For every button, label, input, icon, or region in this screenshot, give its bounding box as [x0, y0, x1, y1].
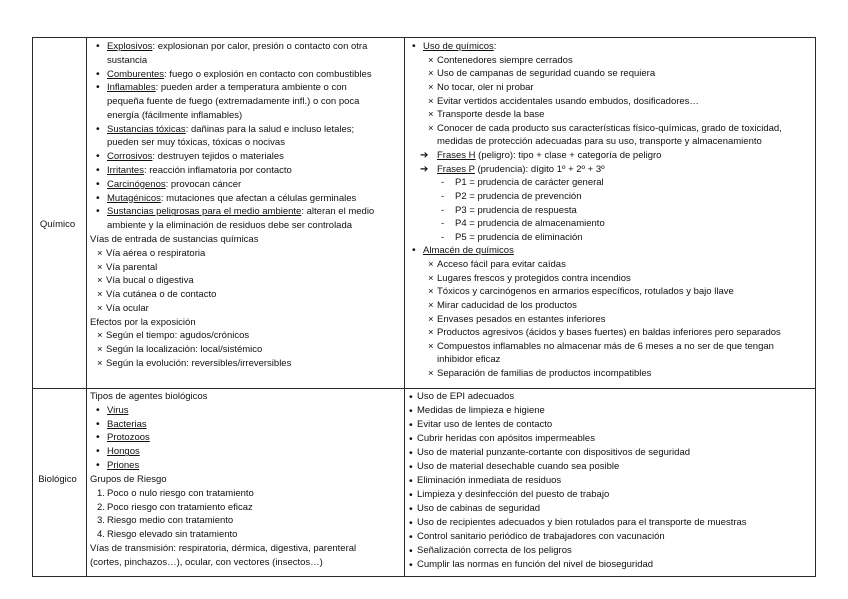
underlined-term: Sustancias tóxicas: [107, 123, 186, 135]
underlined-term: Protozoos: [107, 432, 150, 444]
item-text: Uso de material punzante-cortante con dispositivos de seguridad: [417, 447, 691, 458]
list-item: [90, 205, 404, 233]
bullet-icon: [409, 432, 413, 447]
item-text: Evitar uso de lentes de contacto: [417, 419, 553, 430]
item-content: [417, 432, 815, 446]
item-content: [107, 178, 404, 192]
item-content: [437, 54, 815, 68]
list-item: [90, 164, 404, 178]
item-text: Uso de campanas de seguridad cuando se requiera: [437, 68, 656, 80]
row-label-cell: [33, 38, 87, 388]
list-item: [90, 247, 404, 261]
item-text: Vía aérea o respiratoria: [106, 247, 206, 259]
item-text: No tocar, oler ni probar: [437, 81, 534, 93]
item-text: Medidas de limpieza e higiene: [417, 405, 545, 416]
cross-icon: [428, 122, 434, 136]
list-item: [90, 487, 404, 501]
bullet-icon: [409, 516, 413, 531]
item-content: [417, 404, 815, 418]
list-number: 1.: [97, 487, 105, 499]
bullet-icon: [96, 40, 100, 54]
item-content: [437, 108, 815, 122]
item-content: [437, 272, 815, 286]
row-label: Biológico: [38, 473, 77, 485]
list-item: [408, 460, 815, 474]
cross-icon: [428, 340, 434, 354]
cross-icon: [428, 367, 434, 381]
item-text: Poco o nulo riesgo con tratamiento: [107, 487, 254, 499]
item-text: Contenedores siempre cerrados: [437, 54, 573, 66]
list-item: [90, 390, 404, 404]
dash-icon: [441, 217, 444, 231]
item-content: [455, 204, 815, 218]
underlined-term: Mutagénicos: [107, 192, 161, 204]
arrow-icon: [420, 149, 428, 163]
item-content: [90, 233, 404, 247]
bullet-icon: [96, 404, 100, 418]
item-content: [106, 302, 404, 316]
item-content: [106, 343, 404, 357]
cross-icon: [428, 108, 434, 122]
item-content: [106, 357, 404, 371]
underlined-term: Bacterias: [107, 418, 147, 430]
item-content: [437, 299, 815, 313]
list-item: [408, 67, 815, 81]
item-text: Uso de cabinas de seguridad: [417, 503, 541, 514]
item-text: Según la evolución: reversibles/irreversibles: [106, 357, 292, 369]
list-item: [408, 516, 815, 530]
item-content: [437, 149, 815, 163]
underlined-term: Irritantes: [107, 165, 144, 177]
item-content: [455, 231, 815, 245]
bullet-icon: [96, 459, 100, 473]
row-label-cell: [33, 389, 87, 576]
item-content: [423, 40, 815, 54]
underlined-term: Priones: [107, 460, 140, 472]
table-row-quimico: [33, 38, 815, 389]
list-item: [90, 473, 404, 487]
list-item: [90, 316, 404, 330]
list-item: [408, 163, 815, 177]
underlined-term: Comburentes: [107, 68, 165, 80]
list-item: [408, 502, 815, 516]
bullet-icon: [96, 205, 100, 219]
measures-cell: [405, 389, 815, 576]
item-content: [417, 390, 815, 404]
list-item: [408, 108, 815, 122]
cross-icon: [97, 261, 103, 275]
item-content: [417, 446, 815, 460]
item-text: Compuestos inflamables no almacenar más de 6 meses a no ser de que tengan inhibidor eficaz: [437, 340, 774, 366]
item-text: : provocan cáncer: [165, 178, 242, 190]
item-content: [455, 217, 815, 231]
item-content: [437, 367, 815, 381]
list-number: 2.: [97, 501, 105, 513]
item-text: Vía ocular: [106, 302, 149, 314]
item-text: Cubrir heridas con apósitos impermeables: [417, 433, 595, 444]
underlined-term: Explosivos: [107, 41, 153, 52]
item-content: [417, 544, 815, 558]
risk-table: [32, 37, 816, 577]
bullet-icon: [96, 68, 100, 82]
list-item: [90, 542, 404, 570]
list-item: [408, 285, 815, 299]
bullet-icon: [409, 502, 413, 517]
underlined-term: Sustancias peligrosas para el medio ambiente: [107, 206, 302, 218]
dash-icon: [441, 176, 444, 190]
item-content: [437, 313, 815, 327]
underlined-term: Frases P: [437, 163, 475, 175]
item-text: Vías de transmisión: respiratoria, dérmica, digestiva, parenteral (cortes, pinchazos…), ocular, con vectores (insectos…): [90, 543, 357, 568]
list-item: [408, 149, 815, 163]
item-content: [417, 530, 815, 544]
list-item: [408, 217, 815, 231]
item-text: : pueden arder a temperatura ambiente o con pequeña fuente de fuego (extremadamente infl.) o con poca energía (fácilmente inflamables): [107, 82, 360, 121]
list-item: [90, 288, 404, 302]
item-content: [437, 258, 815, 272]
list-item: [408, 404, 815, 418]
item-text: (prudencia): dígito 1º + 2º + 3º: [474, 163, 605, 175]
item-text: Mirar caducidad de los productos: [437, 299, 577, 311]
list-item: [408, 340, 815, 367]
list-item: [408, 446, 815, 460]
bullet-icon: [96, 418, 100, 432]
bullet-icon: [412, 40, 416, 54]
list-item: [408, 95, 815, 109]
item-content: [106, 274, 404, 288]
list-item: [408, 204, 815, 218]
list-item: [408, 367, 815, 381]
item-content: [417, 558, 815, 572]
list-item: [408, 81, 815, 95]
list-item: [408, 231, 815, 245]
item-content: [417, 502, 815, 516]
cross-icon: [428, 299, 434, 313]
list-item: [408, 190, 815, 204]
item-content: [437, 285, 815, 299]
item-content: [437, 326, 815, 340]
item-text: Vías de entrada de sustancias químicas: [90, 233, 259, 245]
item-content: [107, 528, 404, 542]
item-content: [106, 288, 404, 302]
item-content: [455, 190, 815, 204]
list-item: [408, 326, 815, 340]
list-item: [408, 244, 815, 258]
item-text: : reacción inflamatoria por contacto: [143, 165, 292, 177]
item-text: Acceso fácil para evitar caídas: [437, 259, 566, 270]
item-content: [417, 488, 815, 502]
item-text: Transporte desde la base: [437, 109, 545, 121]
item-content: [107, 501, 404, 515]
item-text: (peligro): tipo + clase + categoría de peligro: [475, 150, 662, 161]
item-text: Tóxicos y carcinógenos en armarios específicos, rotulados y bajo llave: [437, 286, 734, 298]
item-text: Efectos por la exposición: [90, 316, 196, 328]
list-item: [408, 418, 815, 432]
list-item: [90, 514, 404, 528]
item-text: Riesgo medio con tratamiento: [107, 515, 234, 527]
item-text: : dañinas para la salud e incluso letales; pueden ser muy tóxicas, tóxicas o nocivas: [107, 123, 355, 149]
dash-icon: [441, 204, 444, 218]
item-text: Grupos de Riesgo: [90, 473, 167, 485]
item-text: Poco riesgo con tratamiento eficaz: [107, 501, 253, 513]
cross-icon: [97, 302, 103, 316]
item-content: [106, 329, 404, 343]
cross-icon: [97, 247, 103, 261]
item-content: [107, 205, 404, 233]
bullet-icon: [96, 123, 100, 137]
list-item: [90, 81, 404, 122]
list-item: [90, 528, 404, 542]
bullet-icon: [409, 488, 413, 503]
item-text: Envases pesados en estantes inferiores: [437, 313, 606, 325]
list-item: [408, 488, 815, 502]
list-item: [408, 544, 815, 558]
cross-icon: [428, 81, 434, 95]
underlined-term: Virus: [107, 404, 129, 416]
list-item: [90, 150, 404, 164]
list-item: [90, 431, 404, 445]
underlined-term: Frases H: [437, 150, 476, 161]
dash-icon: [441, 231, 444, 245]
list-item: [90, 404, 404, 418]
item-content: [417, 460, 815, 474]
bullet-icon: [409, 544, 413, 559]
item-text: : destruyen tejidos o materiales: [152, 151, 284, 163]
item-text: Uso de recipientes adecuados y bien rotulados para el transporte de muestras: [417, 517, 747, 528]
cross-icon: [428, 313, 434, 327]
cross-icon: [97, 357, 103, 371]
item-content: [107, 445, 404, 459]
cross-icon: [428, 95, 434, 109]
list-item: [408, 176, 815, 190]
list-item: [408, 530, 815, 544]
item-text: P3 = prudencia de respuesta: [455, 204, 577, 216]
list-item: [90, 501, 404, 515]
list-item: [90, 233, 404, 247]
item-content: [437, 163, 815, 177]
item-text: Vía cutánea o de contacto: [106, 289, 217, 301]
list-item: [408, 432, 815, 446]
item-content: [107, 514, 404, 528]
item-text: Riesgo elevado sin tratamiento: [107, 529, 238, 541]
item-content: [107, 68, 404, 82]
bullet-icon: [409, 474, 413, 489]
list-item: [90, 261, 404, 275]
list-item: [90, 274, 404, 288]
item-text: Cumplir las normas en función del nivel de bioseguridad: [417, 559, 654, 570]
item-content: [417, 418, 815, 432]
item-content: [455, 176, 815, 190]
item-content: [423, 244, 815, 258]
agents-cell: [87, 38, 405, 388]
item-text: Vía parental: [106, 261, 158, 273]
underlined-term: Inflamables: [107, 82, 156, 94]
bullet-icon: [96, 164, 100, 178]
item-text: Productos agresivos (ácidos y bases fuertes) en baldas inferiores pero separados: [437, 327, 781, 339]
list-item: [408, 272, 815, 286]
list-item: [90, 68, 404, 82]
bullet-icon: [96, 178, 100, 192]
item-content: [107, 431, 404, 445]
list-item: [90, 329, 404, 343]
cross-icon: [428, 67, 434, 81]
item-content: [107, 418, 404, 432]
list-item: [90, 123, 404, 151]
list-item: [90, 178, 404, 192]
cross-icon: [428, 258, 434, 272]
bullet-icon: [96, 192, 100, 206]
underlined-term: Almacén de químicos: [423, 245, 514, 257]
item-content: [107, 40, 404, 68]
cross-icon: [428, 272, 434, 286]
item-text: : explosionan por calor, presión o contacto con otra sustancia: [107, 41, 368, 66]
item-text: Limpieza y desinfección del puesto de trabajo: [417, 489, 610, 500]
list-item: [90, 445, 404, 459]
list-item: [90, 357, 404, 371]
list-item: [90, 192, 404, 206]
item-content: [437, 81, 815, 95]
cross-icon: [97, 343, 103, 357]
item-text: Conocer de cada producto sus características físico-químicas, grado de toxicidad, medidas de protección adecuadas para su uso, transporte y almacenamiento: [437, 122, 782, 148]
item-content: [107, 404, 404, 418]
list-number: 4.: [97, 529, 105, 541]
item-text: Señalización correcta de los peligros: [417, 545, 572, 556]
item-text: Lugares frescos y protegidos contra incendios: [437, 272, 631, 284]
item-content: [107, 164, 404, 178]
list-item: [90, 418, 404, 432]
list-item: [408, 40, 815, 54]
item-text: Evitar vertidos accidentales usando embudos, dosificadores…: [437, 95, 699, 107]
item-content: [107, 81, 404, 122]
bullet-icon: [409, 390, 413, 405]
item-text: Separación de familias de productos incompatibles: [437, 368, 652, 379]
cross-icon: [428, 54, 434, 68]
bullet-icon: [409, 558, 413, 573]
cross-icon: [97, 274, 103, 288]
cross-icon: [97, 329, 103, 343]
list-item: [408, 122, 815, 149]
list-item: [90, 459, 404, 473]
bullet-icon: [409, 446, 413, 461]
item-content: [437, 95, 815, 109]
item-text: Tipos de agentes biológicos: [90, 391, 208, 402]
item-content: [107, 123, 404, 151]
item-content: [107, 459, 404, 473]
dash-icon: [441, 190, 444, 204]
item-text: P1 = prudencia de carácter general: [455, 177, 604, 189]
bullet-icon: [409, 418, 413, 433]
underlined-term: Corrosivos: [107, 151, 153, 163]
list-item: [90, 40, 404, 68]
item-text: :: [493, 41, 497, 52]
item-text: Vía bucal o digestiva: [106, 275, 194, 287]
bullet-icon: [96, 431, 100, 445]
list-item: [408, 313, 815, 327]
item-content: [437, 122, 815, 149]
item-content: [90, 316, 404, 330]
item-text: P2 = prudencia de prevención: [455, 190, 582, 202]
item-text: Eliminación inmediata de residuos: [417, 475, 562, 486]
item-text: Uso de material desechable cuando sea posible: [417, 461, 620, 472]
row-label: Químico: [39, 218, 76, 230]
list-item: [408, 390, 815, 404]
bullet-icon: [96, 445, 100, 459]
arrow-icon: [420, 163, 428, 177]
bullet-icon: [409, 404, 413, 419]
bullet-icon: [96, 81, 100, 95]
item-content: [437, 67, 815, 81]
item-content: [106, 247, 404, 261]
item-content: [107, 192, 404, 206]
list-item: [408, 474, 815, 488]
item-content: [107, 150, 404, 164]
underlined-term: Hongos: [107, 446, 140, 458]
item-content: [106, 261, 404, 275]
list-item: [408, 558, 815, 572]
bullet-icon: [96, 150, 100, 164]
item-text: : fuego o explosión en contacto con combustibles: [164, 68, 372, 80]
cross-icon: [97, 288, 103, 302]
item-content: [437, 340, 815, 367]
table-row-biologico: [33, 389, 815, 576]
item-text: Control sanitario periódico de trabajadores con vacunación: [417, 531, 665, 542]
item-content: [107, 487, 404, 501]
item-content: [90, 542, 404, 570]
item-text: : mutaciones que afectan a células germinales: [160, 192, 357, 204]
list-item: [408, 299, 815, 313]
cross-icon: [428, 326, 434, 340]
item-content: [90, 473, 404, 487]
item-text: Según el tiempo: agudos/crónicos: [106, 330, 250, 342]
item-content: [417, 516, 815, 530]
item-text: P5 = prudencia de eliminación: [455, 231, 583, 243]
item-content: [417, 474, 815, 488]
item-text: Uso de EPI adecuados: [417, 391, 515, 402]
list-item: [90, 302, 404, 316]
list-number: 3.: [97, 515, 105, 527]
bullet-icon: [412, 244, 416, 258]
list-item: [408, 258, 815, 272]
list-item: [90, 343, 404, 357]
item-text: Según la localización: local/sistémico: [106, 344, 263, 356]
cross-icon: [428, 285, 434, 299]
list-item: [408, 54, 815, 68]
agents-cell: [87, 389, 405, 576]
item-text: P4 = prudencia de almacenamiento: [455, 218, 605, 230]
underlined-term: Uso de químicos: [423, 41, 494, 52]
bullet-icon: [409, 530, 413, 545]
item-text: : alteran el medio ambiente y la eliminación de residuos debe ser controlada: [107, 206, 375, 232]
item-content: [90, 390, 404, 404]
measures-cell: [405, 38, 815, 388]
bullet-icon: [409, 460, 413, 475]
underlined-term: Carcinógenos: [107, 178, 166, 190]
